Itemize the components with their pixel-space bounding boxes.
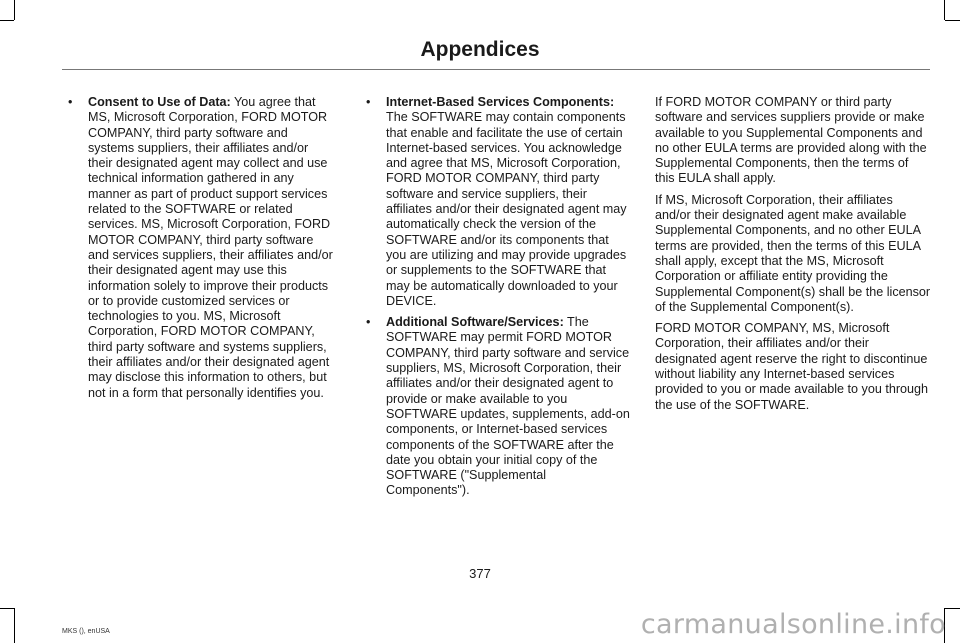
list-item-text: The SOFTWARE may contain components that enable and facilitate the use of certain Internet-based services. You acknowledge and agree that MS, Microsoft Corporation, FORD MOTOR COMPANY, third party software and service suppliers, their affiliates and/or their designated agent may automatically check the version of the SOFTWARE and/or its components that you are utilizing and may provide upgrades or supplements to the SOFTWARE that may be automatically downloaded to your DEVICE. bbox=[386, 110, 627, 308]
list-item-additional-software-services bbox=[360, 315, 632, 499]
bullet-list bbox=[360, 95, 632, 499]
column-left bbox=[62, 95, 336, 407]
page-number: 377 bbox=[469, 566, 491, 581]
crop-mark-top-left-horizontal bbox=[0, 20, 14, 21]
bullet-glyph: • bbox=[366, 95, 371, 109]
crop-mark-top-right-horizontal bbox=[945, 20, 960, 21]
paragraph-discontinue-services: FORD MOTOR COMPANY, MS, Microsoft Corporation, their affiliates and/or their designated agent reserve the right to discontinue without liability any Internet-based services provided to you or made available to you through the use of the SOFTWARE. bbox=[655, 321, 929, 412]
page-title: Appendices bbox=[420, 38, 540, 61]
column-middle bbox=[360, 95, 632, 505]
list-item-text: The SOFTWARE may permit FORD MOTOR COMPANY, third party software and service suppliers, MS, Microsoft Corporation, their affiliates and/or their designated agent to provide or make available to you SOFTWARE updates, supplements, add-on components, or Internet-based services components of the SOFTWARE after the date you obtain your initial copy of the SOFTWARE ("Supplemental Components"). bbox=[386, 315, 630, 498]
header-divider bbox=[62, 69, 930, 70]
crop-mark-bottom-left-vertical bbox=[14, 608, 15, 643]
list-item-text: You agree that MS, Microsoft Corporation, FORD MOTOR COMPANY, third party software and systems suppliers, their affiliates and/or their designated agent may collect and use technical information gathered in any manner as part of product support services related to the SOFTWARE or related services. MS, Microsoft Corporation, FORD MOTOR COMPANY, third party software and services suppliers, their affiliates and/or their designated agent may use this information solely to improve their products or to provide customized services or technologies to you. MS, Microsoft Corporation, FORD MOTOR COMPANY, third party software and systems suppliers, their affiliates and/or their designated agent may disclose this information to others, but not in a form that personally identifies you. bbox=[88, 95, 333, 400]
bullet-glyph: • bbox=[366, 315, 371, 330]
crop-mark-top-right-vertical bbox=[944, 0, 945, 20]
paragraph-eula-terms: If MS, Microsoft Corporation, their affiliates and/or their designated agent make available Supplemental Components, and no other EULA terms are provided, then the terms of this EULA shall apply, except that the MS, Microsoft Corporation or affiliate entity providing the Supplemental Component(s) shall be the licensor of the Supplemental Component(s). bbox=[655, 192, 931, 314]
bullet-glyph: • bbox=[68, 95, 73, 109]
column-right bbox=[655, 95, 931, 419]
list-item-term: Internet-Based Services Components: bbox=[386, 95, 615, 109]
list-item-term: Consent to Use of Data: bbox=[88, 95, 231, 109]
list-item-internet-based-services bbox=[360, 95, 632, 309]
crop-mark-bottom-right-horizontal bbox=[945, 608, 960, 609]
bullet-list bbox=[62, 95, 336, 401]
paragraph-supplemental-components: If FORD MOTOR COMPANY or third party software and services suppliers provide or make available to you Supplemental Components and no other EULA terms are provided along with the Supplemental Components, then the terms of this EULA shall apply. bbox=[655, 95, 927, 186]
footer-document-code: MKS (), enUSA bbox=[62, 628, 110, 635]
watermark: carmanualsonline.info bbox=[640, 609, 946, 640]
list-item-term: Additional Software/Services: bbox=[386, 315, 564, 330]
list-item-consent-to-use-of-data bbox=[62, 95, 336, 401]
crop-mark-top-left-vertical bbox=[14, 0, 15, 20]
crop-mark-bottom-left-horizontal bbox=[0, 608, 14, 609]
